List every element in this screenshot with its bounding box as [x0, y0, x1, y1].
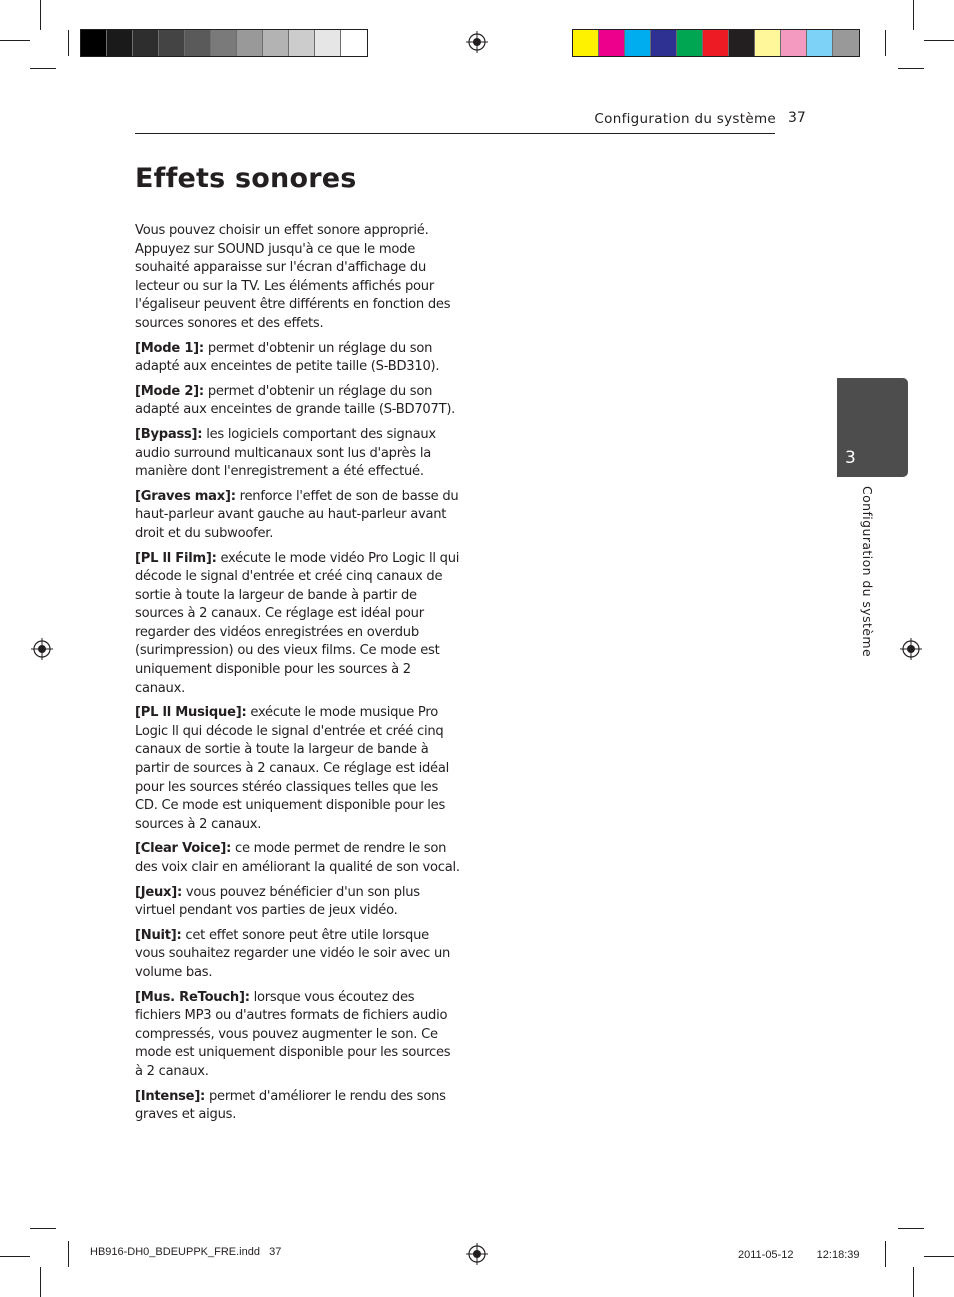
sound-mode-description: exécute le mode vidéo Pro Logic ll qui décode le signal d'entrée et créé cinq canaux de sortie à toute la largeur de bande à partir de sources à 2 canaux. Ce réglage est idéal pour regarder des vidéos enregistrées en overdub (surimpression) ou des vieux films. Ce mode est uniquement disponible pour les sources à 2 canaux.	[135, 550, 460, 696]
color-swatch	[807, 30, 833, 56]
color-swatch	[703, 30, 729, 56]
grayscale-swatch	[133, 30, 159, 56]
crop-mark-top-right-v2	[885, 30, 886, 56]
sound-mode-term: [Clear Voice]:	[135, 841, 232, 857]
sound-mode-item	[135, 884, 460, 921]
sound-mode-item	[135, 340, 460, 377]
crop-mark-bottom-right-v2	[885, 1241, 886, 1267]
chapter-number: 3	[845, 448, 856, 468]
chapter-side-label: Configuration du système	[860, 486, 875, 658]
crop-mark-bottom-left-v	[40, 1267, 41, 1297]
page-number: 37	[788, 110, 806, 126]
sound-mode-item	[135, 383, 460, 420]
sound-mode-term: [PL ll Film]:	[135, 550, 217, 566]
sound-mode-term: [PL ll Musique]:	[135, 705, 247, 721]
color-swatch	[781, 30, 807, 56]
sound-mode-term: [Mus. ReTouch]:	[135, 989, 250, 1005]
crop-mark-top-left-h	[0, 40, 30, 41]
page-title: Effets sonores	[135, 163, 357, 194]
sound-mode-description: lorsque vous écoutez des fichiers MP3 ou d'autres formats de fichiers audio compressés, vous pouvez augmenter le son. Ce mode est uniquement disponible pour les sources à 2 canaux.	[135, 989, 451, 1079]
crop-mark-top-right-h	[924, 40, 954, 41]
grayscale-calibration-bar	[80, 29, 368, 57]
crop-mark-bottom-left-h	[0, 1256, 30, 1257]
footer-file-name: HB916-DH0_BDEUPPK_FRE.indd 37	[90, 1246, 282, 1258]
color-swatch	[833, 30, 859, 56]
sound-mode-term: [Mode 2]:	[135, 383, 204, 399]
grayscale-swatch	[159, 30, 185, 56]
color-swatch	[677, 30, 703, 56]
color-swatch	[755, 30, 781, 56]
sound-mode-item	[135, 488, 460, 544]
grayscale-swatch	[289, 30, 315, 56]
color-swatch	[651, 30, 677, 56]
sound-mode-description: ce mode permet de rendre le son des voix clair en améliorant la qualité de son vocal.	[135, 841, 460, 875]
crop-mark-bottom-right-h2	[898, 1228, 924, 1229]
grayscale-swatch	[107, 30, 133, 56]
color-swatch	[729, 30, 755, 56]
color-swatch	[573, 30, 599, 56]
sound-mode-item	[135, 550, 460, 699]
crop-mark-top-right-h2	[898, 68, 924, 69]
sound-mode-item	[135, 1088, 460, 1125]
crop-mark-bottom-right-h	[924, 1256, 954, 1257]
grayscale-swatch	[185, 30, 211, 56]
sound-mode-description: exécute le mode musique Pro Logic ll qui décode le signal d'entrée et créé cinq canaux de sortie à toute la largeur de bande à partir de sources à 2 canaux. Ce réglage est idéal pour les sources stéréo classiques telles que les CD. Ce mode est uniquement disponible pour les sources à 2 canaux.	[135, 705, 449, 832]
grayscale-swatch	[237, 30, 263, 56]
footer-timestamp: 2011-05-12 12:18:39	[738, 1249, 860, 1261]
sound-mode-description: permet d'obtenir un réglage du son adapté aux enceintes de grande taille (S-BD707T).	[135, 383, 456, 418]
sound-mode-term: [Nuit]:	[135, 927, 182, 943]
sound-mode-description: les logiciels comportant des signaux audio surround multicanaux sont lus d'après la manière dont l'enregistrement a été effectué.	[135, 426, 436, 480]
sound-mode-description: cet effet sonore peut être utile lorsque vous souhaitez regarder une vidéo le soir avec un volume bas.	[135, 927, 451, 980]
sound-mode-term: [Intense]:	[135, 1088, 206, 1104]
crop-mark-top-right-v	[913, 0, 914, 30]
registration-mark-icon	[466, 1243, 488, 1265]
grayscale-swatch	[263, 30, 289, 56]
color-calibration-bar	[572, 29, 860, 57]
sound-mode-item	[135, 704, 460, 834]
sound-mode-item	[135, 426, 460, 482]
header-rule	[135, 133, 775, 134]
sound-mode-description: vous pouvez bénéficier d'un son plus virtuel pendant vos parties de jeux vidéo.	[135, 884, 420, 919]
sound-mode-item	[135, 989, 460, 1082]
registration-mark-icon	[900, 638, 922, 660]
sound-mode-item	[135, 840, 460, 877]
sound-mode-description: permet d'améliorer le rendu des sons graves et aigus.	[135, 1088, 446, 1123]
body-text-column	[135, 222, 460, 1131]
crop-mark-top-left-v	[40, 0, 41, 30]
grayscale-swatch	[211, 30, 237, 56]
sound-mode-term: [Jeux]:	[135, 884, 182, 900]
crop-mark-top-left-v2	[68, 30, 69, 56]
crop-mark-bottom-right-v	[913, 1267, 914, 1297]
intro-paragraph: Vous pouvez choisir un effet sonore approprié. Appuyez sur SOUND jusqu'à ce que le mode souhaité apparaisse sur l'écran d'affichage du lecteur ou sur la TV. Les éléments affichés pour l'égaliseur peuvent être différents en fonction des sources sonores et des effets.	[135, 223, 451, 331]
sound-mode-term: [Mode 1]:	[135, 340, 204, 356]
crop-mark-bottom-left-h2	[30, 1228, 56, 1229]
grayscale-swatch	[315, 30, 341, 56]
crop-mark-top-left-h2	[30, 68, 56, 69]
color-swatch	[599, 30, 625, 56]
crop-mark-bottom-left-v2	[68, 1241, 69, 1267]
grayscale-swatch	[341, 30, 367, 56]
sound-mode-term: [Bypass]:	[135, 426, 203, 442]
registration-mark-icon	[31, 638, 53, 660]
running-header-section-title: Configuration du système	[594, 111, 776, 127]
sound-mode-description: permet d'obtenir un réglage du son adapté aux enceintes de petite taille (S-BD310).	[135, 340, 440, 375]
sound-mode-item	[135, 927, 460, 983]
sound-mode-description: renforce l'effet de son de basse du haut-parleur avant gauche au haut-parleur avant droit et du subwoofer.	[135, 488, 459, 541]
grayscale-swatch	[81, 30, 107, 56]
sound-modes-list	[135, 340, 460, 1125]
registration-mark-icon	[466, 31, 488, 53]
sound-mode-term: [Graves max]:	[135, 488, 236, 504]
color-swatch	[625, 30, 651, 56]
